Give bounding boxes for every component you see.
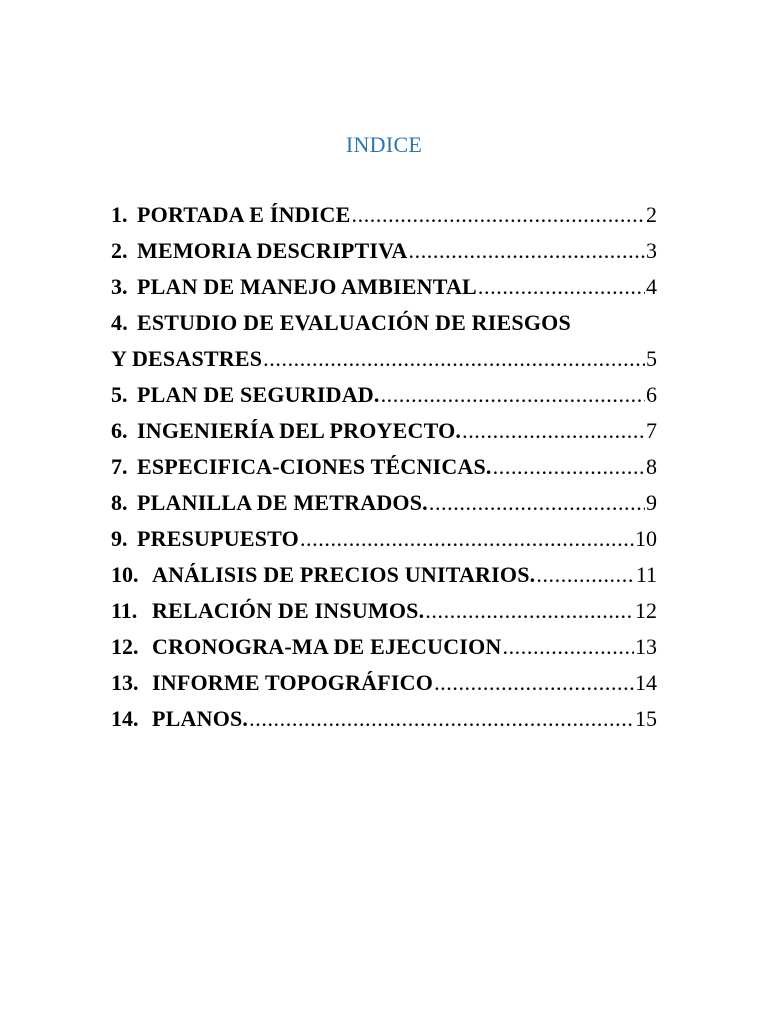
- toc-entry-text: ESTUDIO DE EVALUACIÓN DE RIESGOS: [137, 310, 571, 335]
- dot-leader: [429, 485, 645, 521]
- toc-entry-text: MEMORIA DESCRIPTIVA: [137, 238, 408, 263]
- toc-entry-page: 13: [635, 634, 657, 659]
- toc-entry-text: PLAN DE SEGURIDAD.: [137, 382, 380, 407]
- dot-leader: [300, 521, 634, 557]
- toc-entry-10: [111, 557, 657, 593]
- toc-entry-text: CRONOGRA-MA DE EJECUCION: [152, 634, 502, 659]
- dot-leader: [462, 413, 645, 449]
- dot-leader: [493, 449, 645, 485]
- toc-entry-text: PORTADA E ÍNDICE: [137, 202, 351, 227]
- toc-entry-text: ANÁLISIS DE PRECIOS UNITARIOS.: [152, 562, 536, 587]
- toc-entry-8: [111, 485, 657, 521]
- toc-entry-page: 12: [635, 598, 657, 623]
- dot-leader: [263, 341, 645, 377]
- toc-entry-text: PLANILLA DE METRADOS.: [137, 490, 428, 515]
- toc-entry-number: 14.: [111, 706, 139, 731]
- toc-entry-13: [111, 665, 657, 701]
- toc-entry-text: PLANOS.: [152, 706, 249, 731]
- toc-entry-4: [111, 305, 657, 377]
- toc-entry-page: 5: [646, 346, 657, 371]
- toc-entry-number: 12.: [111, 634, 139, 659]
- dot-leader: [478, 269, 645, 305]
- toc-entry-page: 7: [646, 418, 657, 443]
- toc-entry-page: 2: [646, 202, 657, 227]
- toc-entry-page: 14: [635, 670, 657, 695]
- toc-title: INDICE: [345, 132, 423, 157]
- toc-entry-page: 11: [635, 562, 657, 587]
- toc-entry-page: 10: [635, 526, 657, 551]
- toc-entry-number: 10.: [111, 562, 139, 587]
- dot-leader: [409, 233, 646, 269]
- toc-entry-page: 8: [646, 454, 657, 479]
- toc-entry-number: 6.: [111, 418, 128, 443]
- toc-entry-number: 1.: [111, 202, 128, 227]
- toc-entry-14: [111, 701, 657, 737]
- dot-leader: [352, 197, 646, 233]
- dot-leader: [502, 629, 634, 665]
- toc-entry-text: INGENIERÍA DEL PROYECTO.: [137, 418, 462, 443]
- toc-entry-page: 4: [646, 274, 657, 299]
- toc-entry-7: [111, 449, 657, 485]
- toc-entry-number: 9.: [111, 526, 128, 551]
- dot-leader: [249, 701, 634, 737]
- toc-entry-text: PRESUPUESTO: [137, 526, 299, 551]
- dot-leader: [381, 377, 645, 413]
- toc-entry-number: 4.: [111, 310, 128, 335]
- dot-leader: [425, 593, 634, 629]
- toc-entry-number: 7.: [111, 454, 128, 479]
- toc-entry-page: 9: [646, 490, 657, 515]
- toc-entry-11: [111, 593, 657, 629]
- dot-leader: [536, 557, 634, 593]
- toc-entry-12: [111, 629, 657, 665]
- toc-entry-2: [111, 233, 657, 269]
- toc-entry-3: [111, 269, 657, 305]
- toc-entry-page: 3: [646, 238, 657, 263]
- toc-entry-text: PLAN DE MANEJO AMBIENTAL: [137, 274, 477, 299]
- toc-entry-number: 13.: [111, 670, 139, 695]
- toc-entry-number: 11.: [111, 598, 138, 623]
- toc-entry-9: [111, 521, 657, 557]
- toc-entry-5: [111, 377, 657, 413]
- toc-entry-text: ESPECIFICA-CIONES TÉCNICAS.: [137, 454, 492, 479]
- toc-entry-6: [111, 413, 657, 449]
- toc-entry-1: [111, 197, 657, 233]
- toc-entry-number: 8.: [111, 490, 128, 515]
- toc-entry-number: 5.: [111, 382, 128, 407]
- toc-entry-text: RELACIÓN DE INSUMOS.: [152, 598, 425, 623]
- dot-leader: [434, 665, 634, 701]
- toc-entry-text: INFORME TOPOGRÁFICO: [152, 670, 434, 695]
- toc-entry-number: 3.: [111, 274, 128, 299]
- toc-entry-page: 15: [635, 706, 657, 731]
- toc-entry-text-continued: Y DESASTRES: [111, 346, 263, 371]
- table-of-contents: [111, 197, 657, 737]
- toc-entry-page: 6: [646, 382, 657, 407]
- toc-entry-number: 2.: [111, 238, 128, 263]
